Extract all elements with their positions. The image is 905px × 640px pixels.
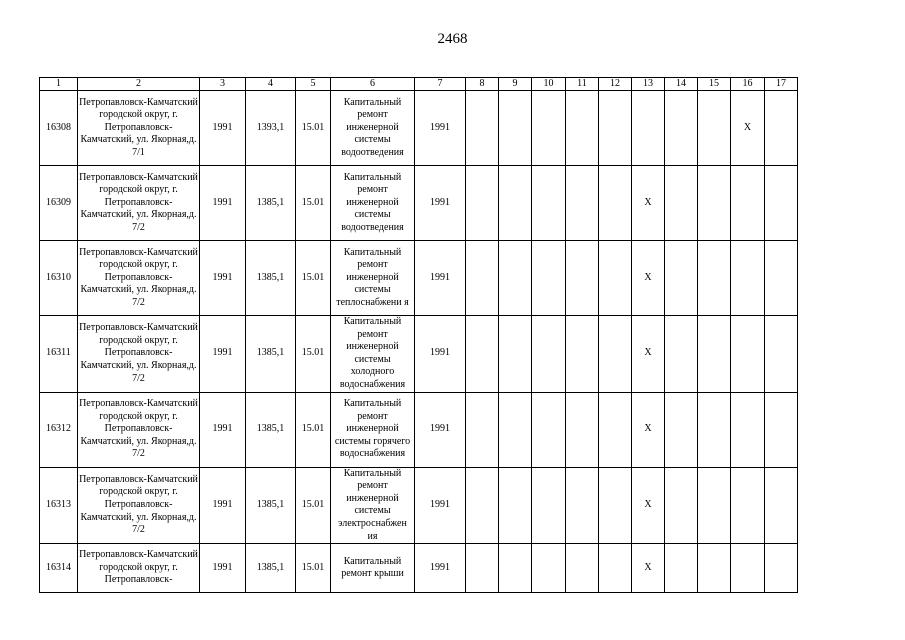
empty-cell xyxy=(466,316,499,393)
row-id-cell-text: 16310 xyxy=(46,271,71,283)
year-cell-text: 1991 xyxy=(212,561,233,573)
row-id-cell xyxy=(40,241,78,316)
column-number-header: 7 xyxy=(415,78,466,91)
start-year-cell-text: 1991 xyxy=(430,196,450,208)
empty-cell xyxy=(731,241,765,316)
empty-cell xyxy=(698,241,731,316)
code-cell-text: 15.01 xyxy=(301,347,325,359)
column-number-header: 16 xyxy=(731,78,765,91)
work-type-cell xyxy=(331,467,415,544)
start-year-cell xyxy=(415,166,466,241)
empty-cell xyxy=(665,316,698,393)
year-cell xyxy=(200,241,246,316)
empty-cell xyxy=(499,544,532,593)
row-id-cell-text: 16313 xyxy=(46,499,71,511)
column-number-header: 14 xyxy=(665,78,698,91)
empty-cell xyxy=(765,166,798,241)
address-cell-text: Петропавловск-Камчатский городской округ, г. Петропавловск- xyxy=(79,549,198,586)
work-type-cell xyxy=(331,544,415,593)
empty-cell xyxy=(731,467,765,544)
column-number-header: 12 xyxy=(599,78,632,91)
row-id-cell-text: 16309 xyxy=(46,196,71,208)
area-cell xyxy=(246,316,296,393)
start-year-cell-text: 1991 xyxy=(430,271,450,283)
address-cell-text: Петропавловск-Камчатский городской округ, г. Петропавловск-Камчатский, ул. Якорная,д. 7/2 xyxy=(79,322,198,384)
address-cell xyxy=(78,467,200,544)
empty-cell xyxy=(698,392,731,467)
column-number-header: 13 xyxy=(632,78,665,91)
table-row xyxy=(40,392,798,467)
empty-cell xyxy=(765,544,798,593)
area-cell xyxy=(246,241,296,316)
row-id-cell-text: 16308 xyxy=(46,121,71,133)
empty-cell xyxy=(765,91,798,166)
empty-cell xyxy=(466,241,499,316)
register-table xyxy=(39,77,798,593)
empty-cell xyxy=(698,467,731,544)
work-type-cell-text: Капитальный ремонт крыши xyxy=(341,555,404,580)
address-cell-text: Петропавловск-Камчатский городской округ, г. Петропавловск-Камчатский, ул. Якорная,д. 7/1 xyxy=(79,96,198,158)
empty-cell xyxy=(532,166,566,241)
empty-cell xyxy=(599,241,632,316)
table-row xyxy=(40,544,798,593)
empty-cell xyxy=(499,392,532,467)
area-cell-text: 1385,1 xyxy=(256,196,285,208)
empty-cell xyxy=(466,544,499,593)
year-cell xyxy=(200,392,246,467)
work-type-cell-text: Капитальный ремонт инженерной системы электроснабжен ия xyxy=(338,467,407,542)
address-cell xyxy=(78,241,200,316)
empty-cell xyxy=(532,316,566,393)
mark-cell: X xyxy=(632,241,665,316)
empty-cell xyxy=(499,241,532,316)
empty-cell xyxy=(698,166,731,241)
empty-cell xyxy=(731,392,765,467)
empty-cell xyxy=(566,91,599,166)
area-cell xyxy=(246,392,296,467)
empty-cell xyxy=(731,544,765,593)
table-row xyxy=(40,166,798,241)
start-year-cell-text: 1991 xyxy=(430,121,450,133)
code-cell-text: 15.01 xyxy=(301,423,325,435)
empty-cell xyxy=(599,467,632,544)
mark-cell: X xyxy=(731,91,765,166)
area-cell xyxy=(246,91,296,166)
start-year-cell-text: 1991 xyxy=(430,347,450,359)
code-cell-text: 15.01 xyxy=(301,271,325,283)
mark-cell: X xyxy=(632,392,665,467)
empty-cell xyxy=(566,241,599,316)
start-year-cell xyxy=(415,316,466,393)
empty-cell xyxy=(499,467,532,544)
page-number: 2468 xyxy=(437,31,468,47)
mark-cell: X xyxy=(632,544,665,593)
empty-cell xyxy=(566,316,599,393)
code-cell xyxy=(296,392,331,467)
column-number-header: 17 xyxy=(765,78,798,91)
year-cell xyxy=(200,316,246,393)
year-cell-text: 1991 xyxy=(212,499,233,511)
address-cell-text: Петропавловск-Камчатский городской округ, г. Петропавловск-Камчатский, ул. Якорная,д. 7/2 xyxy=(79,246,198,308)
area-cell-text: 1385,1 xyxy=(256,347,285,359)
empty-cell xyxy=(599,166,632,241)
empty-cell xyxy=(466,91,499,166)
work-type-cell xyxy=(331,316,415,393)
code-cell xyxy=(296,166,331,241)
code-cell xyxy=(296,316,331,393)
address-cell-text: Петропавловск-Камчатский городской округ, г. Петропавловск-Камчатский, ул. Якорная,д. 7/2 xyxy=(79,398,198,460)
start-year-cell xyxy=(415,392,466,467)
code-cell xyxy=(296,241,331,316)
work-type-cell xyxy=(331,241,415,316)
empty-cell xyxy=(665,392,698,467)
column-number-header: 4 xyxy=(246,78,296,91)
row-id-cell-text: 16312 xyxy=(46,423,71,435)
work-type-cell-text: Капитальный ремонт инженерной системы теплоснабжени я xyxy=(336,246,409,308)
area-cell-text: 1385,1 xyxy=(256,271,285,283)
column-number-header: 9 xyxy=(499,78,532,91)
year-cell-text: 1991 xyxy=(212,347,233,359)
year-cell-text: 1991 xyxy=(212,423,233,435)
empty-cell xyxy=(566,544,599,593)
empty-cell xyxy=(566,166,599,241)
work-type-cell xyxy=(331,91,415,166)
area-cell xyxy=(246,467,296,544)
empty-cell xyxy=(765,467,798,544)
year-cell xyxy=(200,467,246,544)
column-number-header: 10 xyxy=(532,78,566,91)
address-cell xyxy=(78,91,200,166)
mark-cell: X xyxy=(632,467,665,544)
work-type-cell-text: Капитальный ремонт инженерной системы водоотведения xyxy=(341,96,404,158)
empty-cell xyxy=(532,544,566,593)
row-id-cell xyxy=(40,392,78,467)
area-cell xyxy=(246,544,296,593)
address-cell xyxy=(78,166,200,241)
empty-cell xyxy=(698,316,731,393)
code-cell-text: 15.01 xyxy=(301,121,325,133)
empty-cell xyxy=(566,467,599,544)
work-type-cell xyxy=(331,166,415,241)
address-cell xyxy=(78,392,200,467)
empty-cell xyxy=(599,544,632,593)
empty-cell xyxy=(698,544,731,593)
empty-cell xyxy=(731,166,765,241)
table-row xyxy=(40,241,798,316)
empty-cell xyxy=(566,392,599,467)
start-year-cell xyxy=(415,544,466,593)
address-cell xyxy=(78,544,200,593)
empty-cell xyxy=(499,316,532,393)
area-cell xyxy=(246,166,296,241)
empty-cell xyxy=(665,467,698,544)
column-number-header: 1 xyxy=(40,78,78,91)
column-number-header: 3 xyxy=(200,78,246,91)
column-number-header: 11 xyxy=(566,78,599,91)
mark-cell: X xyxy=(632,166,665,241)
empty-cell xyxy=(466,467,499,544)
area-cell-text: 1385,1 xyxy=(256,423,285,435)
column-number-header: 15 xyxy=(698,78,731,91)
empty-cell xyxy=(499,91,532,166)
area-cell-text: 1393,1 xyxy=(256,121,285,133)
empty-cell xyxy=(466,166,499,241)
empty-cell xyxy=(599,316,632,393)
work-type-cell-text: Капитальный ремонт инженерной системы горячего водоснабжения xyxy=(334,398,411,460)
start-year-cell-text: 1991 xyxy=(430,499,450,511)
empty-cell xyxy=(665,166,698,241)
row-id-cell xyxy=(40,544,78,593)
empty-cell xyxy=(665,91,698,166)
row-id-cell xyxy=(40,91,78,166)
empty-cell xyxy=(532,467,566,544)
address-cell-text: Петропавловск-Камчатский городской округ, г. Петропавловск-Камчатский, ул. Якорная,д. 7/2 xyxy=(79,171,198,233)
code-cell-text: 15.01 xyxy=(301,499,325,511)
empty-cell xyxy=(731,316,765,393)
row-id-cell xyxy=(40,316,78,393)
code-cell xyxy=(296,91,331,166)
area-cell-text: 1385,1 xyxy=(256,499,285,511)
row-id-cell xyxy=(40,166,78,241)
empty-cell xyxy=(632,91,665,166)
header-row xyxy=(40,78,798,91)
row-id-cell xyxy=(40,467,78,544)
empty-cell xyxy=(599,392,632,467)
column-number-header: 6 xyxy=(331,78,415,91)
year-cell-text: 1991 xyxy=(212,271,233,283)
year-cell-text: 1991 xyxy=(212,121,233,133)
empty-cell xyxy=(665,241,698,316)
code-cell xyxy=(296,544,331,593)
empty-cell xyxy=(765,241,798,316)
start-year-cell-text: 1991 xyxy=(430,561,450,573)
empty-cell xyxy=(499,166,532,241)
year-cell xyxy=(200,91,246,166)
start-year-cell xyxy=(415,241,466,316)
empty-cell xyxy=(665,544,698,593)
empty-cell xyxy=(466,392,499,467)
row-id-cell-text: 16311 xyxy=(46,347,71,359)
table-row xyxy=(40,316,798,393)
empty-cell xyxy=(532,241,566,316)
code-cell-text: 15.01 xyxy=(301,196,325,208)
start-year-cell xyxy=(415,91,466,166)
empty-cell xyxy=(698,91,731,166)
code-cell-text: 15.01 xyxy=(301,561,325,573)
row-id-cell-text: 16314 xyxy=(46,561,71,573)
year-cell xyxy=(200,544,246,593)
year-cell xyxy=(200,166,246,241)
empty-cell xyxy=(765,316,798,393)
column-number-header: 5 xyxy=(296,78,331,91)
empty-cell xyxy=(765,392,798,467)
work-type-cell-text: Капитальный ремонт инженерной системы холодного водоснабжения xyxy=(339,316,406,390)
column-number-header: 8 xyxy=(466,78,499,91)
work-type-cell xyxy=(331,392,415,467)
code-cell xyxy=(296,467,331,544)
start-year-cell-text: 1991 xyxy=(430,423,450,435)
work-type-cell-text: Капитальный ремонт инженерной системы водоотведения xyxy=(341,171,404,233)
area-cell-text: 1385,1 xyxy=(256,561,285,573)
column-number-header: 2 xyxy=(78,78,200,91)
address-cell xyxy=(78,316,200,393)
empty-cell xyxy=(532,392,566,467)
table-row xyxy=(40,467,798,544)
empty-cell xyxy=(532,91,566,166)
mark-cell: X xyxy=(632,316,665,393)
address-cell-text: Петропавловск-Камчатский городской округ, г. Петропавловск-Камчатский, ул. Якорная,д. 7/2 xyxy=(79,473,198,536)
start-year-cell xyxy=(415,467,466,544)
empty-cell xyxy=(599,91,632,166)
table-row xyxy=(40,91,798,166)
year-cell-text: 1991 xyxy=(212,196,233,208)
